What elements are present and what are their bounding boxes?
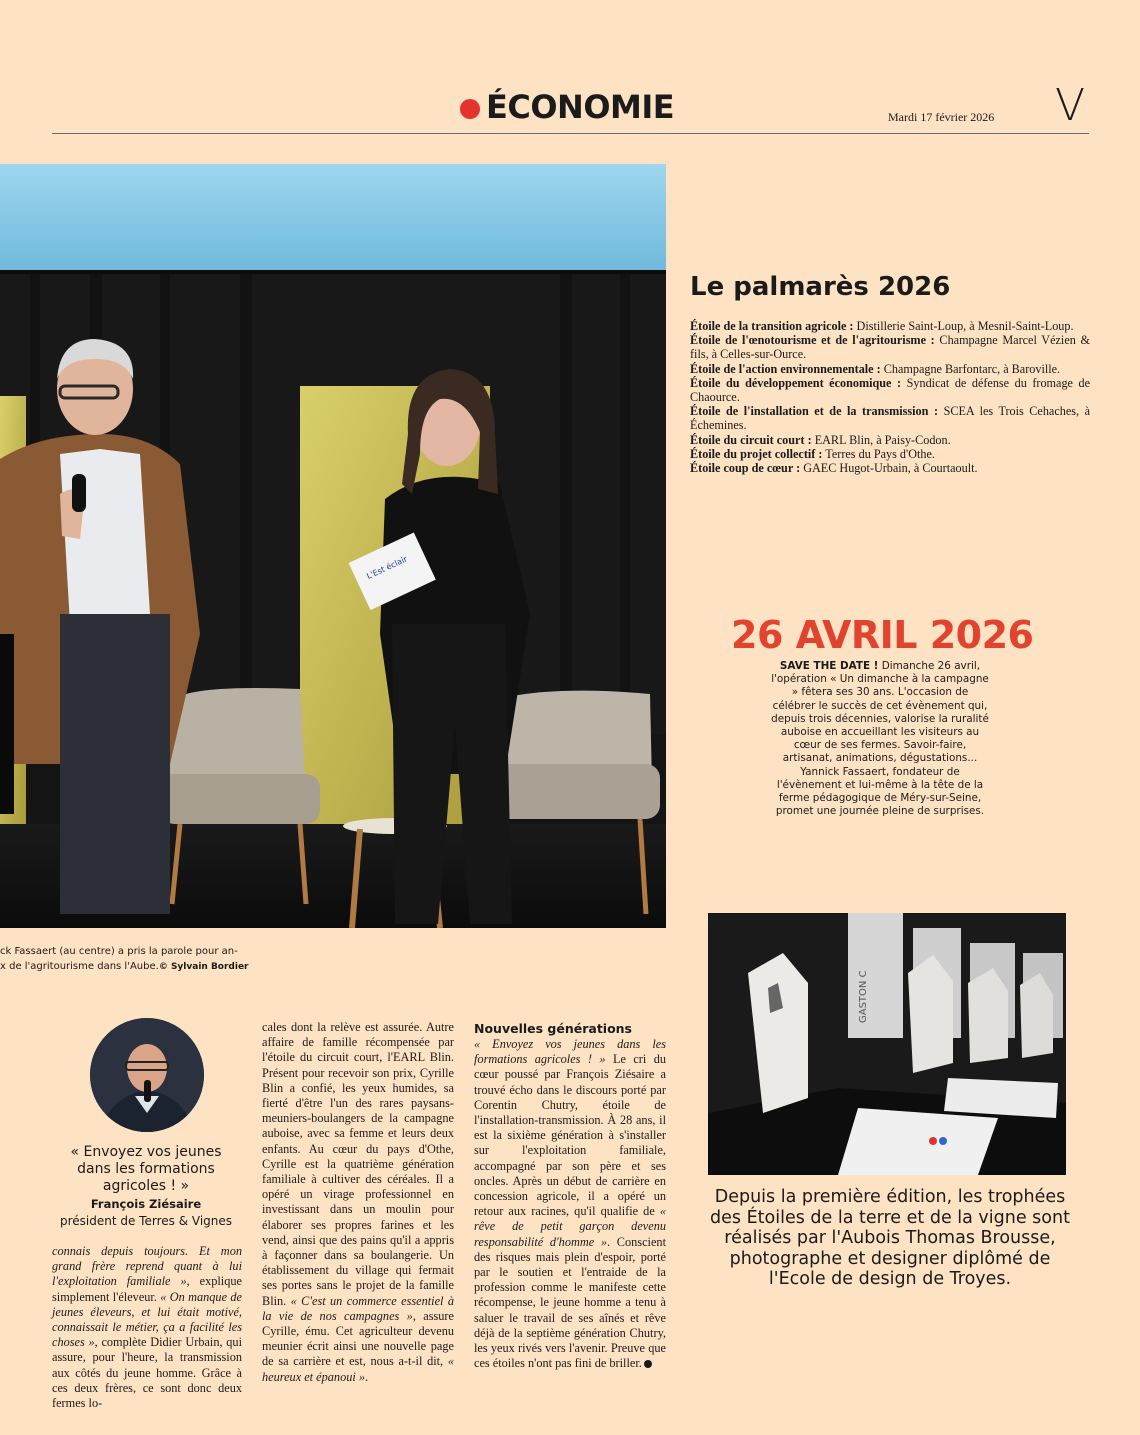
article-text: « On manque de jeunes éleveurs, et lui était motivé, connaissait le métier, ça a facilité les choses » bbox=[52, 1289, 242, 1350]
pull-quote: « Envoyez vos jeunes dans les formations agricoles ! » bbox=[70, 1144, 222, 1194]
article-text: , explique simplement l'éleveur. bbox=[52, 1274, 242, 1304]
main-photo bbox=[0, 164, 666, 928]
palmares-item bbox=[690, 362, 1090, 376]
palmares-award-label: Étoile coup de cœur : bbox=[690, 461, 801, 476]
portrait-photo bbox=[90, 1018, 204, 1132]
screen-backdrop bbox=[0, 164, 666, 270]
article-text: Le cri du cœur poussé par François Ziésaire a trouvé écho dans le discours porté par Corentin Chutry, étoile de l'installation-transmission. À 28 ans, il est la sixième génération à s'installer sur l'exploitation familiale, accompagné par son père et ses oncles. Après un début de carrière en concession agricole, il a opéré un retour aux racines, qu'il qualifie de bbox=[474, 1052, 666, 1219]
svg-text:GASTON C: GASTON C bbox=[858, 970, 869, 1023]
star-trophy bbox=[908, 955, 953, 1073]
photo-credit: © Sylvain Bordier bbox=[158, 962, 249, 972]
palmares-award-label: Étoile de l'installation et de la transmission : bbox=[690, 404, 939, 419]
photo-caption bbox=[0, 944, 260, 975]
article-column-2 bbox=[262, 1020, 454, 1385]
issue-date: Mardi 17 février 2026 bbox=[888, 110, 995, 124]
article-text: « C'est un commerce essentiel à la vie de nos campagnes » bbox=[262, 1293, 454, 1323]
page-letter: V bbox=[1055, 80, 1086, 131]
palmares-item bbox=[690, 319, 1090, 333]
palmares-title: Le palmarès 2026 bbox=[690, 272, 951, 302]
article-text: , complète Didier Urbain, qui assure, pour l'heure, la transmission aux côtés du jeune homme. Grâce à ces deux frères, ce sont donc deux fermes lo- bbox=[52, 1335, 242, 1411]
svg-text:L'Est éclair: L'Est éclair bbox=[365, 554, 409, 581]
save-the-date-label: SAVE THE DATE ! bbox=[779, 660, 879, 672]
article-text: « rêve de petit garçon devenu responsabilité d'homme » bbox=[474, 1204, 666, 1249]
palmares-item bbox=[690, 447, 1090, 461]
section-dot bbox=[460, 99, 480, 119]
palmares-winner: SCEA les Trois Cehaches, à Échemines. bbox=[690, 404, 1090, 433]
palmares-award-label: Étoile du circuit court : bbox=[690, 432, 812, 447]
palmares-item bbox=[690, 461, 1090, 475]
save-the-date-body: Dimanche 26 avril, l'opération « Un dimanche à la campagne » fêtera ses 30 ans. L'occasion de célébrer le succès de cet évènement qui, depuis trois décennies, valorise la ruralité auboise en accueillant les visiteurs au cœur de ses fermes. Savoir-faire, artisanat, animations, dégustations... Yannick Fassaert, fondateur de l'évènement et lui-même à la tête de la ferme pédagogique de Méry-sur-Seine, promet une journée pleine de surprises. bbox=[771, 660, 989, 818]
quote-author: François Ziésaire bbox=[90, 1197, 202, 1211]
palmares-award-label: Étoile du développement économique : bbox=[690, 375, 902, 390]
palmares-winner: EARL Blin, à Paisy-Codon. bbox=[811, 432, 951, 447]
star-trophy bbox=[968, 968, 1008, 1063]
article-text: « Envoyez vos jeunes dans les formations agricoles ! » bbox=[474, 1037, 666, 1067]
palmares-award-label: Étoile de la transition agricole : bbox=[690, 319, 854, 333]
palmares-winner: Terres du Pays d'Othe. bbox=[822, 446, 935, 461]
article-column-3-text bbox=[474, 1037, 666, 1371]
article-text: « heureux et épanoui » bbox=[262, 1354, 454, 1384]
palmares-winner: GAEC Hugot-Urbain, à Courtaoult. bbox=[800, 461, 978, 476]
palmares-list bbox=[690, 319, 1090, 475]
caption-line-1: ck Fassaert (au centre) a pris la parole pour an- bbox=[0, 946, 238, 957]
palmares-award-label: Étoile du projet collectif : bbox=[690, 446, 823, 461]
end-of-article-dot bbox=[644, 1360, 652, 1368]
article-text: connais depuis toujours. Et mon grand frère reprend quant à lui l'exploitation familiale » bbox=[52, 1244, 242, 1289]
article-text: cales dont la relève est assurée. Autre affaire de famille récompensée par l'étoile du circuit court, l'EARL Blin. Présent pour recevoir son prix, Cyrille Blin a confié, les yeux humides, sa fierté d'être l'un des rares paysans-meuniers-boulangers de la campagne auboise, avec sa femme et leurs deux enfants. Au cœur du pays d'Othe, Cyrille est la quatrième génération familiale à cultiver des céréales. Il a opéré un virage professionnel en investissant dans un moulin pour élaborer ses propres farines et les vend, ainsi que des pains qu'il a appris à façonner dans sa boulangerie. Un établissement du village qui fermait ses portes sans le projet de la famille Blin. bbox=[262, 1020, 454, 1308]
article-column-3 bbox=[474, 1020, 666, 1371]
article-text: , assure Cyrille, ému. Cet agriculteur devenu meunier écrit ainsi une nouvelle page de sa carrière et est, nous a-t-il dit, bbox=[262, 1308, 454, 1369]
header-rule bbox=[52, 133, 1089, 134]
save-the-date-heading: 26 AVRIL 2026 bbox=[731, 613, 1034, 657]
article-text: . Conscient des risques mais plein d'espoir, porté par le soutien et l'entraide de la profession comme le manifeste cette récompense, le jeune homme a tenu à saluer le travail de ses aînés et rêve déjà de la septième génération Chutry, les yeux rivés vers l'avenir. Preuve que ces étoiles n'ont pas fini de briller. bbox=[474, 1234, 666, 1371]
trophy-photo bbox=[708, 913, 1066, 1175]
palmares-item bbox=[690, 433, 1090, 447]
quote-author-role: président de Terres & Vignes bbox=[59, 1214, 233, 1228]
palmares-winner: Distillerie Saint-Loup, à Mesnil-Saint-Loup. bbox=[853, 319, 1074, 333]
save-the-date-text bbox=[770, 660, 990, 818]
section-title: ÉCONOMIE bbox=[486, 88, 675, 126]
name-card bbox=[838, 1108, 998, 1175]
subheading: Nouvelles générations bbox=[474, 1021, 633, 1036]
palmares-item bbox=[690, 376, 1090, 404]
article-column-1 bbox=[52, 1244, 242, 1411]
palmares-item bbox=[690, 404, 1090, 432]
palmares-winner: Champagne Barfontarc, à Baroville. bbox=[880, 361, 1061, 376]
palmares-winner: Syndicat de défense du fromage de Chaource. bbox=[690, 375, 1090, 405]
palmares-award-label: Étoile de l'œnotourisme et de l'agritourisme : bbox=[690, 333, 935, 348]
trophy-box bbox=[848, 913, 903, 1038]
palmares-award-label: Étoile de l'action environnementale : bbox=[690, 361, 881, 376]
article-text: . bbox=[365, 1369, 369, 1384]
name-card bbox=[944, 1078, 1058, 1118]
palmares-item bbox=[690, 333, 1090, 361]
caption-line-2: x de l'agritourisme dans l'Aube. bbox=[0, 961, 159, 972]
trophy-caption: Depuis la première édition, les trophées des Étoiles de la terre et de la vigne sont réalisés par l'Aubois Thomas Brousse, photographe et designer diplômé de l'Ecole de design de Troyes. bbox=[710, 1187, 1070, 1289]
palmares-winner: Champagne Marcel Vézien & fils, à Celles-sur-Ource. bbox=[690, 333, 1090, 362]
